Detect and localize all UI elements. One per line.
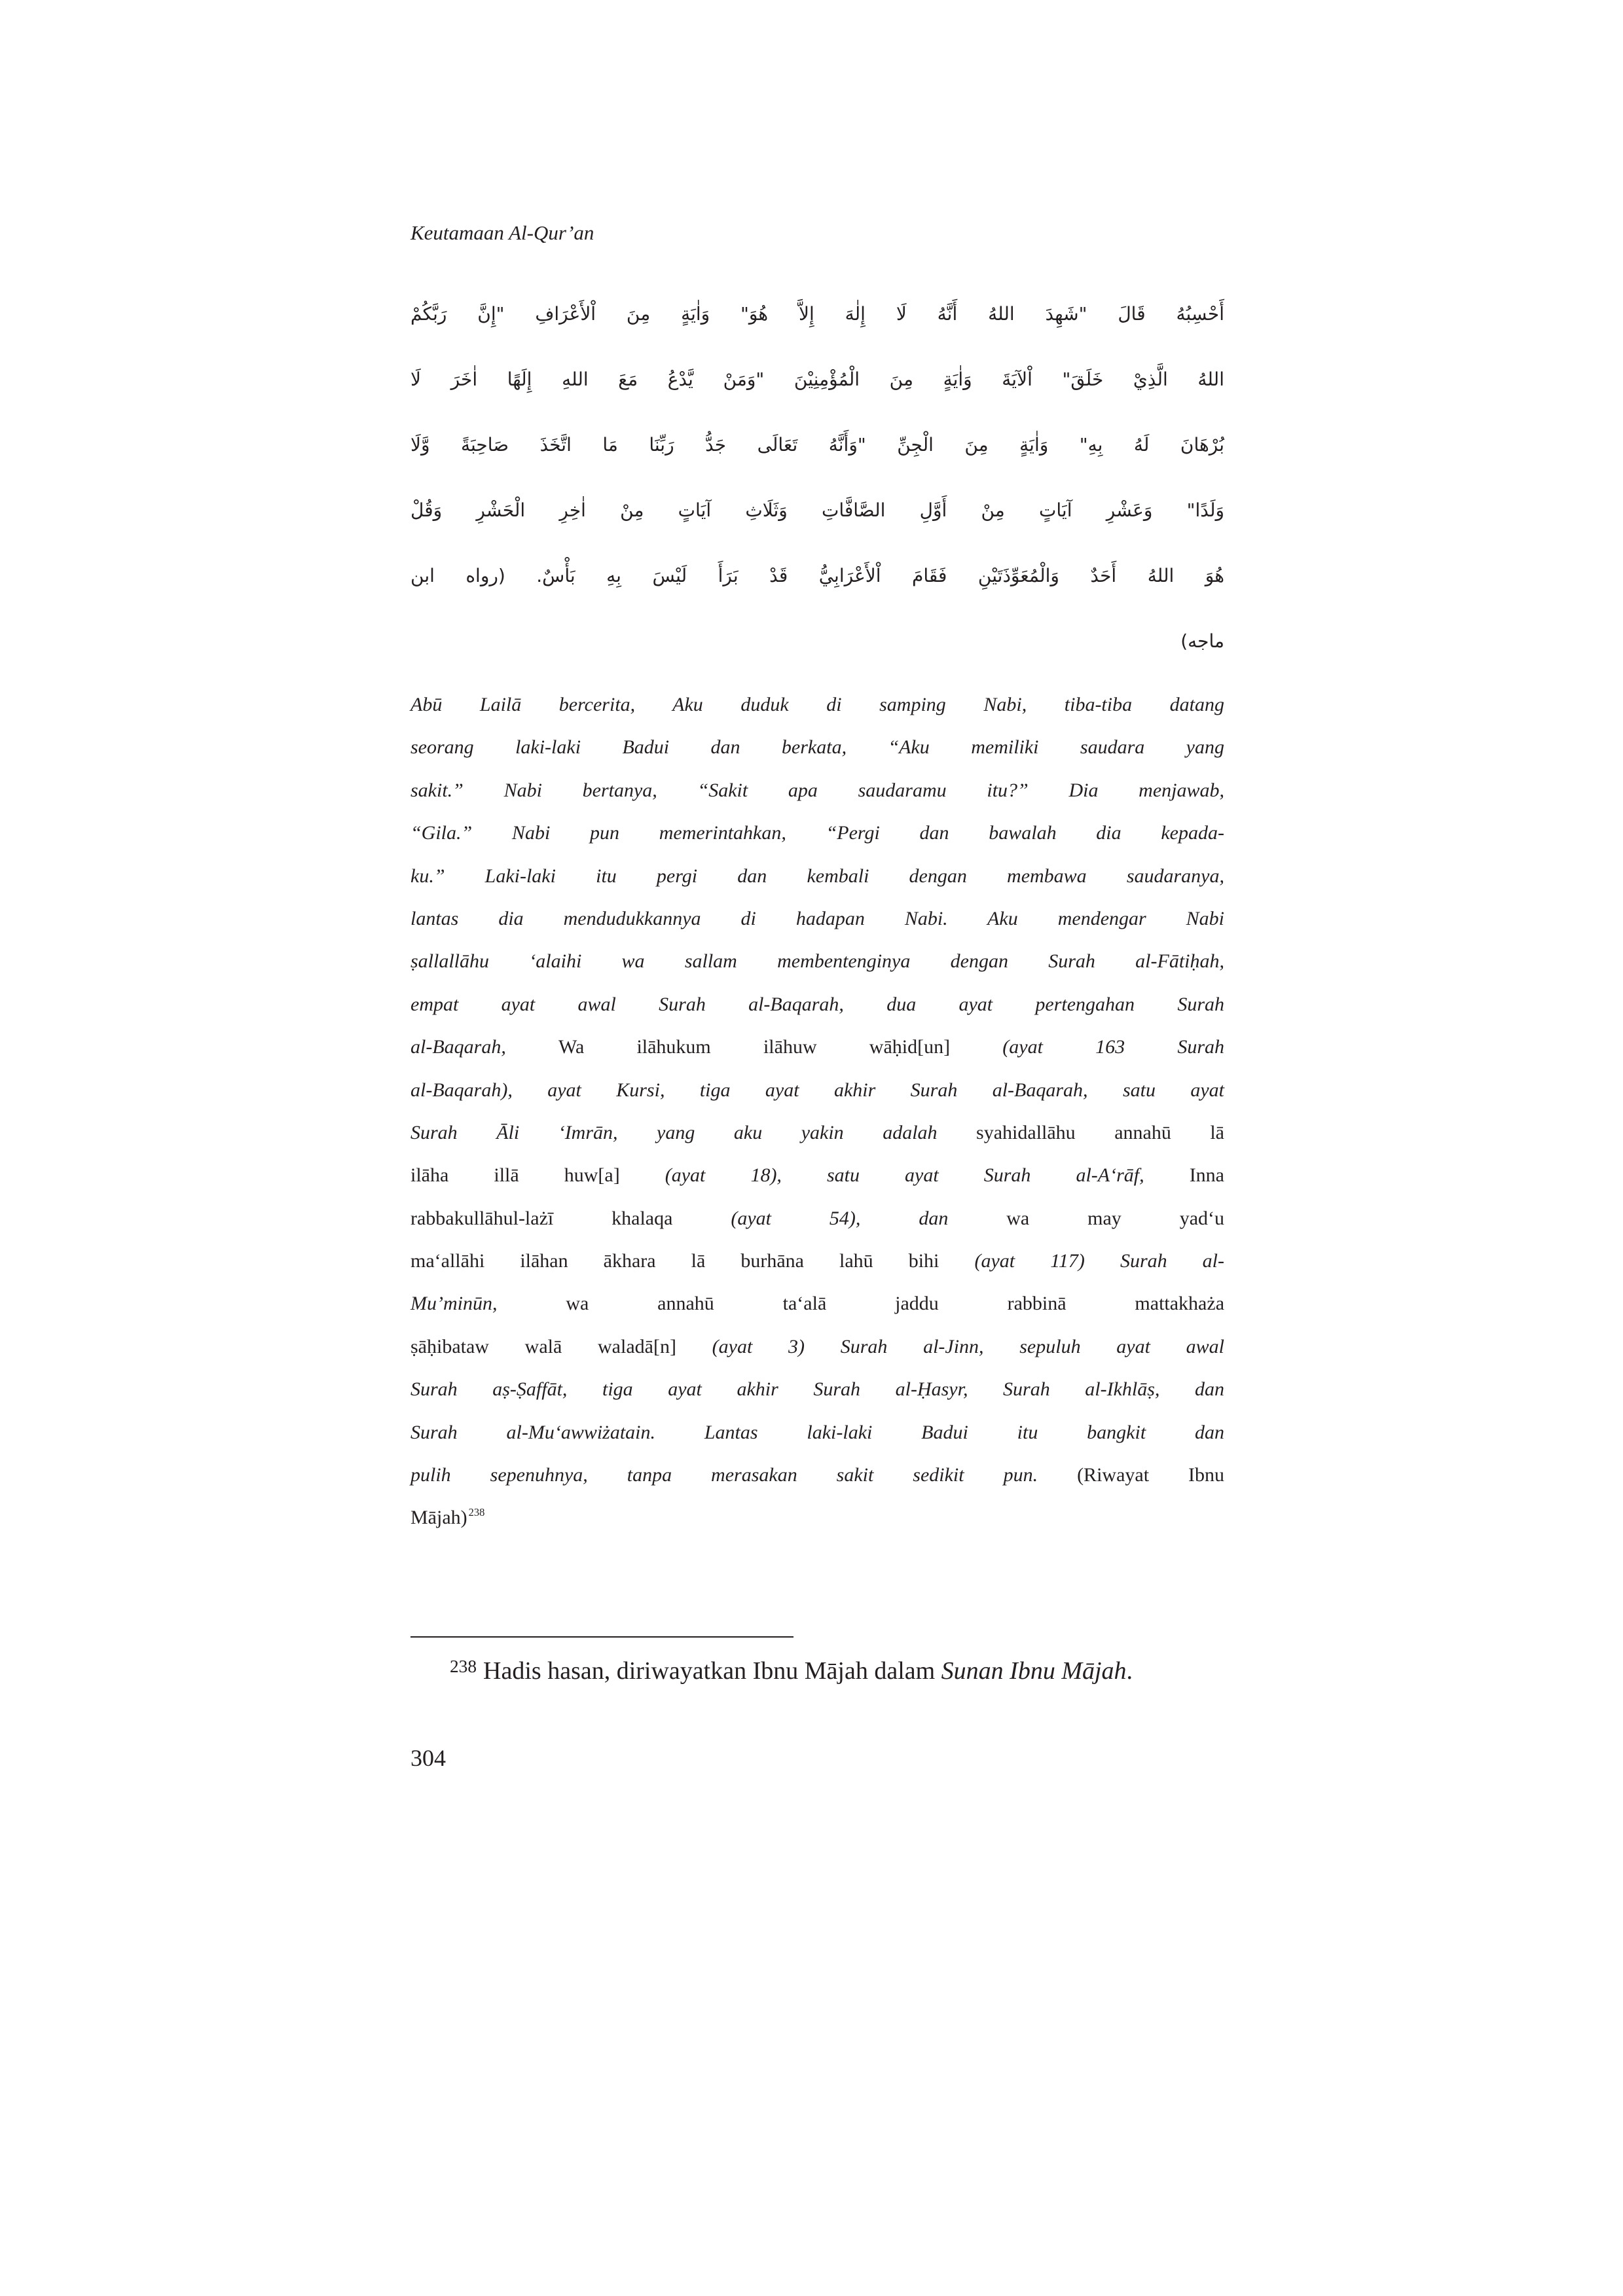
transliteration-text: Inna: [1189, 1164, 1224, 1187]
footnote-divider: [410, 1636, 793, 1638]
translation-line: [410, 1411, 1224, 1454]
transliteration-text: ṣāḥibataw walā waladā[n]: [410, 1335, 712, 1357]
translation-line: [410, 855, 1224, 897]
footnote-reference: 238: [468, 1506, 485, 1519]
italic-text: (ayat 117) Surah al-: [974, 1250, 1225, 1272]
italic-text: lantas dia mendudukkannya di hadapan Nabi. Aku mendengar Nabi: [410, 907, 1224, 929]
translation-line: [410, 683, 1224, 726]
italic-text: “Gila.” Nabi pun memerintahkan, “Pergi dan bawalah dia kepada-: [410, 822, 1224, 844]
arabic-line: بُرْهَانَ لَهُ بِهِ" وَاٰيَةٍ مِنَ الْجِنِّ "وَأَنَّهُ تَعَالَى جَدُّ رَبِّنَا مَا اتَّخَذَ صَاحِبَةً وَّلَا: [410, 434, 1224, 456]
italic-text: al-Baqarah), ayat Kursi, tiga ayat akhir Surah al-Baqarah, satu ayat: [410, 1079, 1224, 1101]
translation-paragraph: [410, 683, 1224, 1539]
transliteration-text: Mājah): [410, 1507, 467, 1529]
translation-line: [410, 1154, 1224, 1196]
transliteration-text: ma‘allāhi ilāhan ākhara lā burhāna lahū bihi: [410, 1250, 975, 1272]
italic-text: Surah al-Mu‘awwiżatain. Lantas laki-laki Badui itu bangkit dan: [410, 1421, 1224, 1443]
arabic-line: هُوَ اللهُ أَحَدٌ وَالْمُعَوِّذَتَيْنِ فَقَامَ اْلأَعْرَابِيُّ قَدْ بَرَأَ لَيْسَ بِهِ بَأْسٌ. (رواه ابن: [410, 565, 1224, 586]
footnote-text-end: .: [1126, 1657, 1133, 1685]
arabic-line: اللهُ الَّذِيْ خَلَقَ" اْلآيَةَ وَاٰيَةٍ مِنَ الْمُؤْمِنِيْنَ "وَمَنْ يَّدْعُ مَعَ اللهِ إِلَهًا اٰخَرَ لَا: [410, 368, 1224, 390]
translation-line: [410, 897, 1224, 940]
italic-text: empat ayat awal Surah al-Baqarah, dua ayat pertengahan Surah: [410, 993, 1224, 1015]
arabic-line: أَحْسِبُهُ قَالَ "شَهِدَ اللهُ أَنَّهُ لَا إِلٰهَ إِلاَّ هُوَ" وَاٰيَةٍ مِنَ اْلأَعْرَافِ "إِنَّ رَبَّكُمْ: [410, 303, 1224, 325]
transliteration-text: Wa ilāhukum ilāhuw wāḥid[un]: [558, 1036, 1003, 1058]
italic-text: Abū Lailā bercerita, Aku duduk di samping Nabi, tiba-tiba datang: [410, 694, 1224, 715]
page-number: 304: [410, 1745, 446, 1771]
italic-text: sakit.” Nabi bertanya, “Sakit apa saudaramu itu?” Dia menjawab,: [410, 779, 1224, 801]
translation-line: [410, 1282, 1224, 1325]
arabic-line: ماجه): [1180, 630, 1224, 652]
translation-line: [410, 983, 1224, 1026]
translation-line: [410, 1496, 1224, 1539]
translation-line: [410, 1325, 1224, 1368]
italic-text: pulih sepenuhnya, tanpa merasakan sakit sedikit pun.: [410, 1464, 1078, 1486]
italic-text: (ayat 18), satu ayat Surah al-A‘rāf,: [665, 1164, 1190, 1187]
italic-text: Surah Āli ‘Imrān, yang aku yakin adalah: [410, 1121, 977, 1143]
italic-text: Mu’minūn,: [410, 1293, 566, 1315]
italic-text: ku.” Laki-laki itu pergi dan kembali dengan membawa saudaranya,: [410, 865, 1224, 887]
italic-text: seorang laki-laki Badui dan berkata, “Aku memiliki saudara yang: [410, 736, 1224, 759]
translation-line: [410, 940, 1224, 982]
translation-line: [410, 1368, 1224, 1410]
italic-text: ṣallallāhu ‘alaihi wa sallam membentenginya dengan Surah al-Fātiḥah,: [410, 950, 1224, 973]
italic-text: (ayat 54), dan: [731, 1207, 1007, 1229]
translation-line: [410, 769, 1224, 812]
translation-line: [410, 812, 1224, 854]
footnote-number: 238: [450, 1657, 477, 1677]
italic-text: al-Baqarah,: [410, 1036, 559, 1058]
transliteration-text: rabbakullāhul-lażī khalaqa: [410, 1207, 731, 1229]
transliteration-text: (Riwayat Ibnu: [1077, 1464, 1224, 1486]
transliteration-text: ilāha illā huw[a]: [410, 1164, 665, 1187]
footnote-text: Hadis hasan, diriwayatkan Ibnu Mājah dalam: [483, 1657, 941, 1685]
translation-line: [410, 1069, 1224, 1111]
translation-line: [410, 1240, 1224, 1282]
transliteration-text: syahidallāhu annahū lā: [976, 1121, 1224, 1143]
transliteration-text: wa annahū ta‘alā jaddu rabbinā mattakhaża: [566, 1293, 1225, 1315]
arabic-hadith-text: [410, 281, 1224, 674]
transliteration-text: wa may yad‘u: [1006, 1207, 1225, 1229]
translation-line: [410, 1454, 1224, 1496]
translation-line: [410, 1197, 1224, 1240]
translation-line: [410, 1026, 1224, 1068]
footnote: [450, 1655, 1133, 1687]
translation-line: [410, 1111, 1224, 1154]
running-header: Keutamaan Al-Qur’an: [410, 221, 594, 244]
italic-text: (ayat 3) Surah al-Jinn, sepuluh ayat awal: [712, 1335, 1224, 1357]
italic-text: (ayat 163 Surah: [1002, 1036, 1224, 1058]
arabic-line: وَلَدًا" وَعَشْرِ آيَاتٍ مِنْ أَوَّلِ الصَّافَّاتِ وَثَلَاثِ آيَاتٍ مِنْ اٰخِرِ الْحَشْرِ وَقُلْ: [410, 499, 1224, 521]
footnote-book-title: Sunan Ibnu Mājah: [941, 1657, 1127, 1685]
translation-line: [410, 726, 1224, 768]
italic-text: Surah aṣ-Ṣaffāt, tiga ayat akhir Surah al-Ḥasyr, Surah al-Ikhlāṣ, dan: [410, 1378, 1224, 1401]
